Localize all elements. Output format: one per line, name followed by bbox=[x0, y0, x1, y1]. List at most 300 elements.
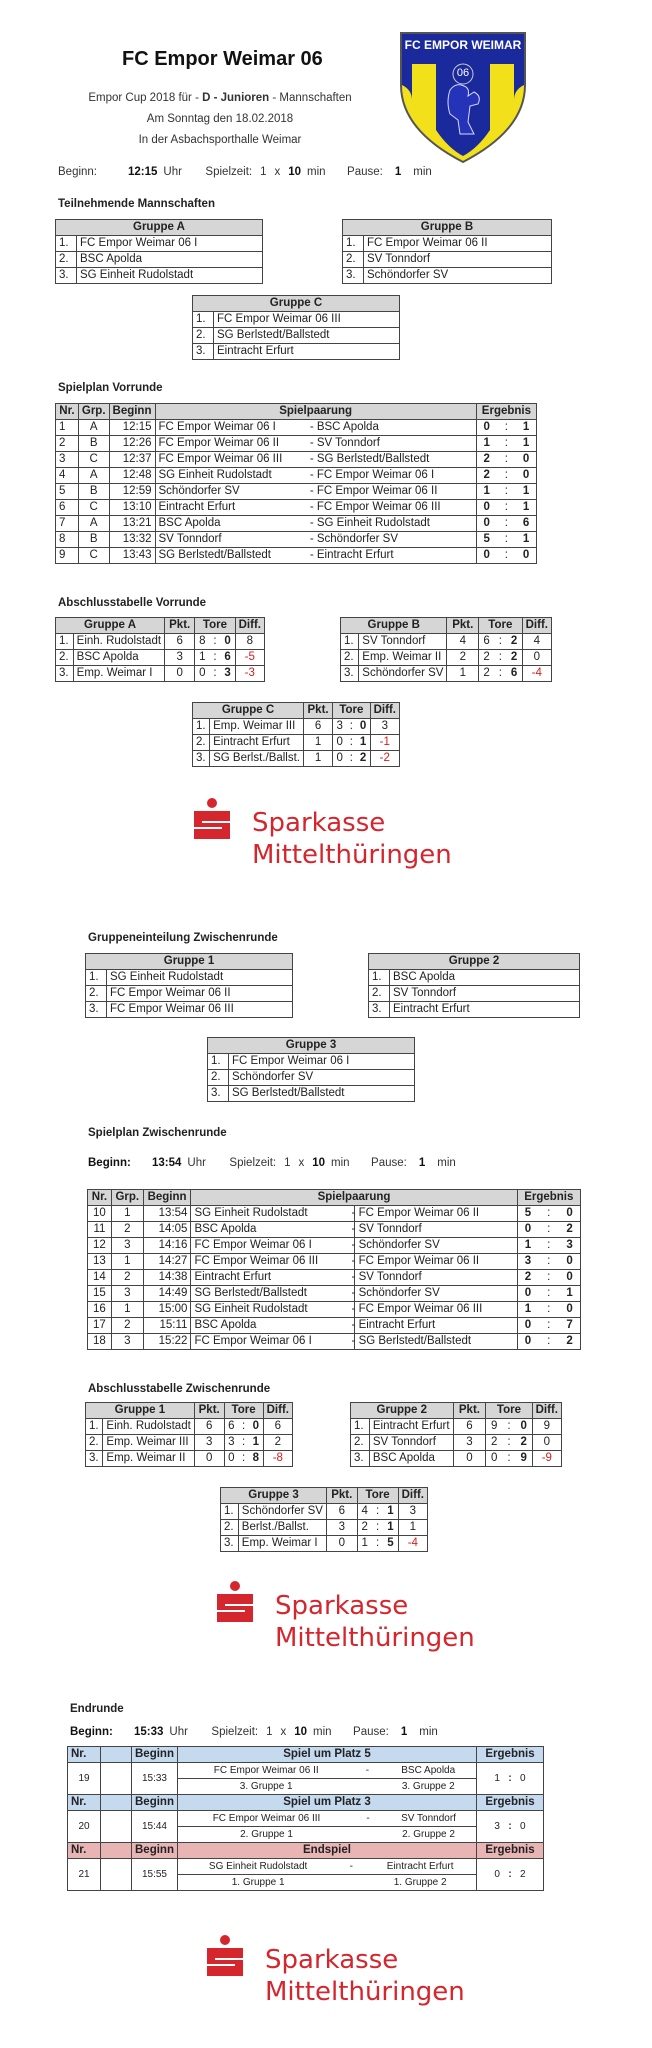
col-grp: Grp. bbox=[111, 1190, 143, 1206]
team-rank: 2. bbox=[86, 986, 107, 1002]
schedule-header-row bbox=[88, 1190, 581, 1206]
score-home: 5 bbox=[476, 532, 496, 548]
goals-for: 0 bbox=[333, 751, 347, 767]
match-row bbox=[56, 500, 537, 516]
match-time: 12:59 bbox=[109, 484, 155, 500]
score-away: 0 bbox=[559, 1254, 580, 1270]
col-empty bbox=[101, 1747, 132, 1763]
score-home: 0 bbox=[517, 1222, 538, 1238]
game-nr: 21 bbox=[68, 1859, 101, 1891]
goal-diff: 9 bbox=[532, 1419, 561, 1435]
score-sep: : bbox=[538, 1222, 559, 1238]
match-group: 3 bbox=[111, 1238, 143, 1254]
game-group-empty bbox=[101, 1859, 132, 1891]
score-sep: : bbox=[497, 436, 517, 452]
match-nr: 12 bbox=[88, 1238, 112, 1254]
match-time: 13:54 bbox=[143, 1206, 191, 1222]
team-name: FC Empor Weimar 06 II bbox=[107, 986, 293, 1002]
team-short-name: Eintracht Erfurt bbox=[210, 735, 304, 751]
team-name: FC Empor Weimar 06 II bbox=[364, 236, 552, 252]
score-home: 3 bbox=[494, 1821, 500, 1832]
rank: 1. bbox=[351, 1419, 370, 1435]
col-ergebnis: Ergebnis bbox=[476, 404, 536, 420]
match-group: 1 bbox=[111, 1302, 143, 1318]
standings-group-c bbox=[192, 702, 400, 767]
rank: 1. bbox=[341, 634, 359, 650]
dash: - bbox=[351, 1239, 356, 1251]
match-nr: 8 bbox=[56, 532, 79, 548]
pause-label: Pause: bbox=[353, 1726, 389, 1738]
rank: 3. bbox=[56, 666, 74, 682]
goal-diff: 0 bbox=[532, 1435, 561, 1451]
score-sep: : bbox=[497, 468, 517, 484]
match-row bbox=[56, 420, 537, 436]
home-team: SG Berlstedt/Ballstedt bbox=[155, 548, 307, 564]
goal-diff: 3 bbox=[398, 1504, 427, 1520]
match-time: 12:48 bbox=[109, 468, 155, 484]
game-score bbox=[477, 1811, 544, 1843]
goals-sep: : bbox=[238, 1435, 249, 1451]
rank: 1. bbox=[86, 1419, 103, 1435]
score-away: 2 bbox=[520, 1869, 526, 1880]
group-name: Gruppe A bbox=[56, 618, 165, 634]
team-rank: 1. bbox=[369, 970, 390, 986]
match-row bbox=[56, 516, 537, 532]
score-away: 2 bbox=[559, 1222, 580, 1238]
match-time: 12:26 bbox=[109, 436, 155, 452]
goal-diff: -9 bbox=[532, 1451, 561, 1467]
home-team: FC Empor Weimar 06 II bbox=[177, 1763, 354, 1779]
match-nr: 13 bbox=[88, 1254, 112, 1270]
team-row bbox=[343, 268, 552, 284]
beginn-time: 13:54 bbox=[152, 1157, 182, 1169]
final-team-row bbox=[68, 1859, 544, 1875]
score-sep: : bbox=[497, 532, 517, 548]
team-rank: 1. bbox=[208, 1054, 229, 1070]
away-team bbox=[351, 1222, 517, 1238]
dash: - bbox=[355, 1811, 381, 1827]
game-time: 15:55 bbox=[132, 1859, 178, 1891]
col-nr: Nr. bbox=[68, 1843, 101, 1859]
match-nr: 18 bbox=[88, 1334, 112, 1350]
away-team-name: SV Tonndorf bbox=[358, 1223, 422, 1235]
standings-row bbox=[86, 1419, 293, 1435]
goals-against: 3 bbox=[221, 666, 235, 682]
away-team bbox=[351, 1334, 517, 1350]
goals-against: 2 bbox=[516, 1435, 532, 1451]
points: 6 bbox=[453, 1419, 486, 1435]
score-home: 0 bbox=[494, 1869, 500, 1880]
score-home: 5 bbox=[517, 1206, 538, 1222]
score-home: 0 bbox=[476, 420, 496, 436]
home-team: FC Empor Weimar 06 III bbox=[191, 1254, 354, 1270]
score-sep: : bbox=[497, 500, 517, 516]
score-home: 0 bbox=[517, 1318, 538, 1334]
source-spacer bbox=[354, 1779, 380, 1795]
team-row bbox=[208, 1054, 415, 1070]
match-nr: 1 bbox=[56, 420, 79, 436]
score-sep: : bbox=[538, 1206, 559, 1222]
beginn-label: Beginn: bbox=[58, 166, 98, 178]
dash: - bbox=[338, 1859, 364, 1875]
dash: - bbox=[354, 1763, 380, 1779]
points: 0 bbox=[165, 666, 195, 682]
rank: 2. bbox=[221, 1520, 239, 1536]
beginn-label: Beginn: bbox=[88, 1157, 131, 1169]
match-row bbox=[56, 532, 537, 548]
team-short-name: Emp. Weimar III bbox=[210, 719, 304, 735]
spielzeit-minutes: 10 bbox=[294, 1726, 308, 1738]
goals-against: 8 bbox=[249, 1451, 263, 1467]
score-away: 1 bbox=[516, 484, 536, 500]
team-rank: 3. bbox=[343, 268, 364, 284]
sponsor-name bbox=[265, 1944, 465, 2008]
group-name: Gruppe 1 bbox=[86, 1403, 195, 1419]
goals-for: 1 bbox=[195, 650, 209, 666]
goals-sep: : bbox=[209, 650, 220, 666]
section-title-abschluss-zwischenrunde: Abschlusstabelle Zwischenrunde bbox=[88, 1383, 271, 1395]
uhr-label: Uhr bbox=[163, 166, 182, 178]
team-short-name: Schöndorfer SV bbox=[359, 666, 447, 682]
standings-group-a bbox=[55, 617, 265, 682]
team-row bbox=[86, 970, 293, 986]
goals-sep: : bbox=[346, 719, 356, 735]
col-pkt: Pkt. bbox=[194, 1403, 224, 1419]
group-header-row bbox=[343, 220, 552, 236]
points: 4 bbox=[447, 634, 479, 650]
score-sep: : bbox=[497, 420, 517, 436]
team-row bbox=[193, 344, 400, 360]
goal-diff: -4 bbox=[398, 1536, 427, 1552]
goals-against: 9 bbox=[516, 1451, 532, 1467]
goals-against: 1 bbox=[356, 735, 370, 751]
team-rank: 3. bbox=[56, 268, 77, 284]
match-nr: 17 bbox=[88, 1318, 112, 1334]
rank: 3. bbox=[221, 1536, 239, 1552]
goals-for: 2 bbox=[479, 650, 494, 666]
schedule-header-row bbox=[56, 404, 537, 420]
sponsor-line2: Mittelthüringen bbox=[275, 1623, 475, 1653]
team-short-name: Emp. Weimar I bbox=[73, 666, 164, 682]
team-short-name: SG Berlst./Ballst. bbox=[210, 751, 304, 767]
points: 6 bbox=[304, 719, 333, 735]
col-ergebnis: Ergebnis bbox=[477, 1843, 544, 1859]
score-away: 0 bbox=[516, 468, 536, 484]
match-time: 13:21 bbox=[109, 516, 155, 532]
team-rank: 1. bbox=[343, 236, 364, 252]
match-nr: 15 bbox=[88, 1286, 112, 1302]
team-rank: 2. bbox=[193, 328, 214, 344]
score-home: 2 bbox=[476, 468, 496, 484]
team-row bbox=[86, 986, 293, 1002]
home-team: FC Empor Weimar 06 II bbox=[155, 436, 307, 452]
home-team: SG Einheit Rudolstadt bbox=[191, 1302, 354, 1318]
home-team: BSC Apolda bbox=[191, 1318, 354, 1334]
dash: - bbox=[351, 1223, 356, 1235]
team-row bbox=[208, 1086, 415, 1102]
goals-sep: : bbox=[346, 751, 356, 767]
score-away: 0 bbox=[516, 452, 536, 468]
home-team: Eintracht Erfurt bbox=[155, 500, 307, 516]
group-name: Gruppe 2 bbox=[369, 954, 580, 970]
beginn-time: 12:15 bbox=[128, 166, 158, 178]
score-away: 3 bbox=[559, 1238, 580, 1254]
col-tore: Tore bbox=[486, 1403, 532, 1419]
col-empty bbox=[101, 1795, 132, 1811]
goals-sep: : bbox=[502, 1451, 516, 1467]
standings-row bbox=[351, 1451, 562, 1467]
points: 1 bbox=[304, 735, 333, 751]
match-group: 3 bbox=[111, 1334, 143, 1350]
score-away: 7 bbox=[559, 1318, 580, 1334]
match-nr: 10 bbox=[88, 1206, 112, 1222]
points: 0 bbox=[326, 1536, 357, 1552]
points: 6 bbox=[194, 1419, 224, 1435]
col-tore: Tore bbox=[195, 618, 235, 634]
game-title: Endspiel bbox=[177, 1843, 476, 1859]
uhr-label: Uhr bbox=[169, 1726, 188, 1738]
team-name: BSC Apolda bbox=[390, 970, 580, 986]
standings-row bbox=[351, 1419, 562, 1435]
goal-diff: 4 bbox=[522, 634, 551, 650]
section-title-teilnehmende: Teilnehmende Mannschaften bbox=[58, 198, 215, 210]
group-name: Gruppe C bbox=[193, 703, 304, 719]
goals-sep: : bbox=[372, 1504, 384, 1520]
sparkasse-s-icon bbox=[215, 1580, 255, 1624]
score-away: 0 bbox=[559, 1270, 580, 1286]
standings-header-row bbox=[351, 1403, 562, 1419]
dash: - bbox=[351, 1207, 356, 1219]
standings-row bbox=[193, 735, 400, 751]
team-row bbox=[56, 268, 263, 284]
game-group-empty bbox=[101, 1811, 132, 1843]
team-short-name: SV Tonndorf bbox=[369, 1435, 453, 1451]
score-sep: : bbox=[538, 1270, 559, 1286]
score-sep: : bbox=[538, 1318, 559, 1334]
standings-row bbox=[351, 1435, 562, 1451]
match-time: 12:37 bbox=[109, 452, 155, 468]
standings-group-b bbox=[340, 617, 552, 682]
dash: - bbox=[351, 1303, 356, 1315]
standings-row bbox=[193, 751, 400, 767]
match-row bbox=[56, 436, 537, 452]
standings-row bbox=[193, 719, 400, 735]
team-row bbox=[343, 252, 552, 268]
goal-diff: -2 bbox=[370, 751, 399, 767]
goal-diff: -3 bbox=[235, 666, 264, 682]
group-name: Gruppe 3 bbox=[208, 1038, 415, 1054]
score-away: 1 bbox=[516, 532, 536, 548]
goals-against: 2 bbox=[356, 751, 370, 767]
pause-minutes: 1 bbox=[394, 166, 402, 178]
team-rank: 1. bbox=[86, 970, 107, 986]
away-team bbox=[351, 1254, 517, 1270]
team-short-name: SV Tonndorf bbox=[359, 634, 447, 650]
match-row bbox=[88, 1270, 581, 1286]
score-sep: : bbox=[497, 452, 517, 468]
score-home: 0 bbox=[476, 516, 496, 532]
points: 1 bbox=[304, 751, 333, 767]
goals-against: 0 bbox=[516, 1419, 532, 1435]
beginn-time: 15:33 bbox=[134, 1726, 164, 1738]
home-team: FC Empor Weimar 06 III bbox=[177, 1811, 355, 1827]
goals-for: 3 bbox=[224, 1435, 238, 1451]
dash: - bbox=[351, 1319, 356, 1331]
team-name: SG Einheit Rudolstadt bbox=[107, 970, 293, 986]
game-time: 15:44 bbox=[132, 1811, 178, 1843]
col-beginn: Beginn bbox=[109, 404, 155, 420]
home-team: SG Einheit Rudolstadt bbox=[191, 1206, 354, 1222]
endrunde-meta bbox=[70, 1726, 438, 1738]
col-tore: Tore bbox=[224, 1403, 263, 1419]
game-time: 15:33 bbox=[132, 1763, 178, 1795]
goal-diff: -8 bbox=[263, 1451, 292, 1467]
goals-sep: : bbox=[502, 1419, 516, 1435]
game-group-empty bbox=[101, 1763, 132, 1795]
away-team-name: SV Tonndorf bbox=[358, 1271, 422, 1283]
score-away: 1 bbox=[559, 1286, 580, 1302]
col-diff: Diff. bbox=[235, 618, 264, 634]
sponsor-line1: Sparkasse bbox=[252, 808, 386, 838]
away-team-name: Eintracht Erfurt bbox=[358, 1319, 436, 1331]
col-ergebnis: Ergebnis bbox=[477, 1747, 544, 1763]
match-group: 1 bbox=[111, 1206, 143, 1222]
match-group: B bbox=[78, 484, 109, 500]
goals-for: 8 bbox=[195, 634, 209, 650]
game-score bbox=[477, 1763, 544, 1795]
goals-sep: : bbox=[494, 634, 507, 650]
match-time: 13:43 bbox=[109, 548, 155, 564]
standings-header-row bbox=[221, 1488, 428, 1504]
spielplan-zwischenrunde-table bbox=[87, 1189, 581, 1350]
goals-sep: : bbox=[209, 666, 220, 682]
event-venue: In der Asbachsporthalle Weimar bbox=[138, 134, 302, 146]
match-time: 15:22 bbox=[143, 1334, 191, 1350]
group-name: Gruppe B bbox=[341, 618, 447, 634]
col-diff: Diff. bbox=[370, 703, 399, 719]
min-label: min bbox=[331, 1157, 350, 1169]
final-game-table bbox=[67, 1794, 544, 1843]
match-group: B bbox=[78, 436, 109, 452]
team-row bbox=[86, 1002, 293, 1018]
away-team: - SV Tonndorf bbox=[307, 436, 477, 452]
goals-against: 6 bbox=[221, 650, 235, 666]
spielzeit-minutes: 10 bbox=[312, 1157, 326, 1169]
rank: 2. bbox=[341, 650, 359, 666]
sponsor-line2: Mittelthüringen bbox=[265, 1977, 465, 2007]
spielplan-vorrunde-table bbox=[55, 403, 537, 564]
match-row bbox=[88, 1238, 581, 1254]
team-name: FC Empor Weimar 06 I bbox=[77, 236, 263, 252]
group-name: Gruppe C bbox=[193, 296, 400, 312]
goal-diff: 8 bbox=[235, 634, 264, 650]
group-header-row bbox=[369, 954, 580, 970]
score-home: 2 bbox=[517, 1270, 538, 1286]
match-group: C bbox=[78, 548, 109, 564]
goals-for: 0 bbox=[486, 1451, 502, 1467]
away-source: 2. Gruppe 2 bbox=[381, 1827, 476, 1843]
rank: 2. bbox=[56, 650, 74, 666]
rank: 3. bbox=[341, 666, 359, 682]
away-team: - FC Empor Weimar 06 I bbox=[307, 468, 477, 484]
team-row bbox=[56, 252, 263, 268]
team-name: Eintracht Erfurt bbox=[390, 1002, 580, 1018]
match-row bbox=[88, 1318, 581, 1334]
logo-number: 06 bbox=[456, 67, 470, 79]
match-group: C bbox=[78, 452, 109, 468]
source-spacer bbox=[338, 1875, 364, 1891]
team-rank: 2. bbox=[369, 986, 390, 1002]
group-name: Gruppe 1 bbox=[86, 954, 293, 970]
col-pkt: Pkt. bbox=[165, 618, 195, 634]
team-rank: 2. bbox=[208, 1070, 229, 1086]
points: 1 bbox=[447, 666, 479, 682]
score-home: 2 bbox=[476, 452, 496, 468]
points: 3 bbox=[194, 1435, 224, 1451]
sponsor-logo bbox=[192, 795, 472, 875]
goals-sep: : bbox=[372, 1536, 384, 1552]
team-rank: 2. bbox=[343, 252, 364, 268]
col-beginn: Beginn bbox=[143, 1190, 191, 1206]
match-nr: 14 bbox=[88, 1270, 112, 1286]
team-short-name: BSC Apolda bbox=[369, 1451, 453, 1467]
goal-diff: 6 bbox=[263, 1419, 292, 1435]
team-row bbox=[369, 986, 580, 1002]
spielzeit-label: Spielzeit: bbox=[205, 166, 253, 178]
team-row bbox=[193, 312, 400, 328]
home-source: 3. Gruppe 1 bbox=[177, 1779, 354, 1795]
col-beginn: Beginn bbox=[132, 1747, 178, 1763]
score-sep: : bbox=[508, 1869, 512, 1880]
team-row bbox=[193, 328, 400, 344]
col-pkt: Pkt. bbox=[304, 703, 333, 719]
match-nr: 16 bbox=[88, 1302, 112, 1318]
team-short-name: Eintracht Erfurt bbox=[369, 1419, 453, 1435]
standings-header-row bbox=[193, 703, 400, 719]
final-team-row bbox=[68, 1763, 544, 1779]
col-spielpaarung: Spielpaarung bbox=[191, 1190, 517, 1206]
team-name: SV Tonndorf bbox=[390, 986, 580, 1002]
goal-diff: 1 bbox=[398, 1520, 427, 1536]
game-title: Spiel um Platz 3 bbox=[177, 1795, 476, 1811]
rank: 2. bbox=[86, 1435, 103, 1451]
standings-row bbox=[221, 1536, 428, 1552]
pause-minutes: 1 bbox=[418, 1157, 426, 1169]
standings-group-1 bbox=[85, 1402, 293, 1467]
standings-row bbox=[86, 1435, 293, 1451]
section-title-spielplan-vorrunde: Spielplan Vorrunde bbox=[58, 382, 163, 394]
dash: - bbox=[351, 1335, 356, 1347]
home-team: Eintracht Erfurt bbox=[191, 1270, 354, 1286]
sparkasse-s-icon bbox=[192, 797, 232, 841]
team-short-name: Einh. Rudolstadt bbox=[73, 634, 164, 650]
times-sign: x bbox=[280, 1726, 287, 1738]
away-team-name: SG Berlstedt/Ballstedt bbox=[358, 1335, 472, 1347]
match-row bbox=[88, 1286, 581, 1302]
away-source: 3. Gruppe 2 bbox=[380, 1779, 476, 1795]
match-row bbox=[56, 452, 537, 468]
standings-row bbox=[221, 1504, 428, 1520]
away-team: - FC Empor Weimar 06 III bbox=[307, 500, 477, 516]
sponsor-logo bbox=[215, 1578, 495, 1658]
spielzeit-minutes: 10 bbox=[288, 166, 302, 178]
sponsor-line1: Sparkasse bbox=[275, 1591, 409, 1621]
group-name: Gruppe A bbox=[56, 220, 263, 236]
score-away: 0 bbox=[559, 1206, 580, 1222]
final-game-table bbox=[67, 1746, 544, 1795]
min-label: min bbox=[419, 1726, 438, 1738]
col-diff: Diff. bbox=[263, 1403, 292, 1419]
